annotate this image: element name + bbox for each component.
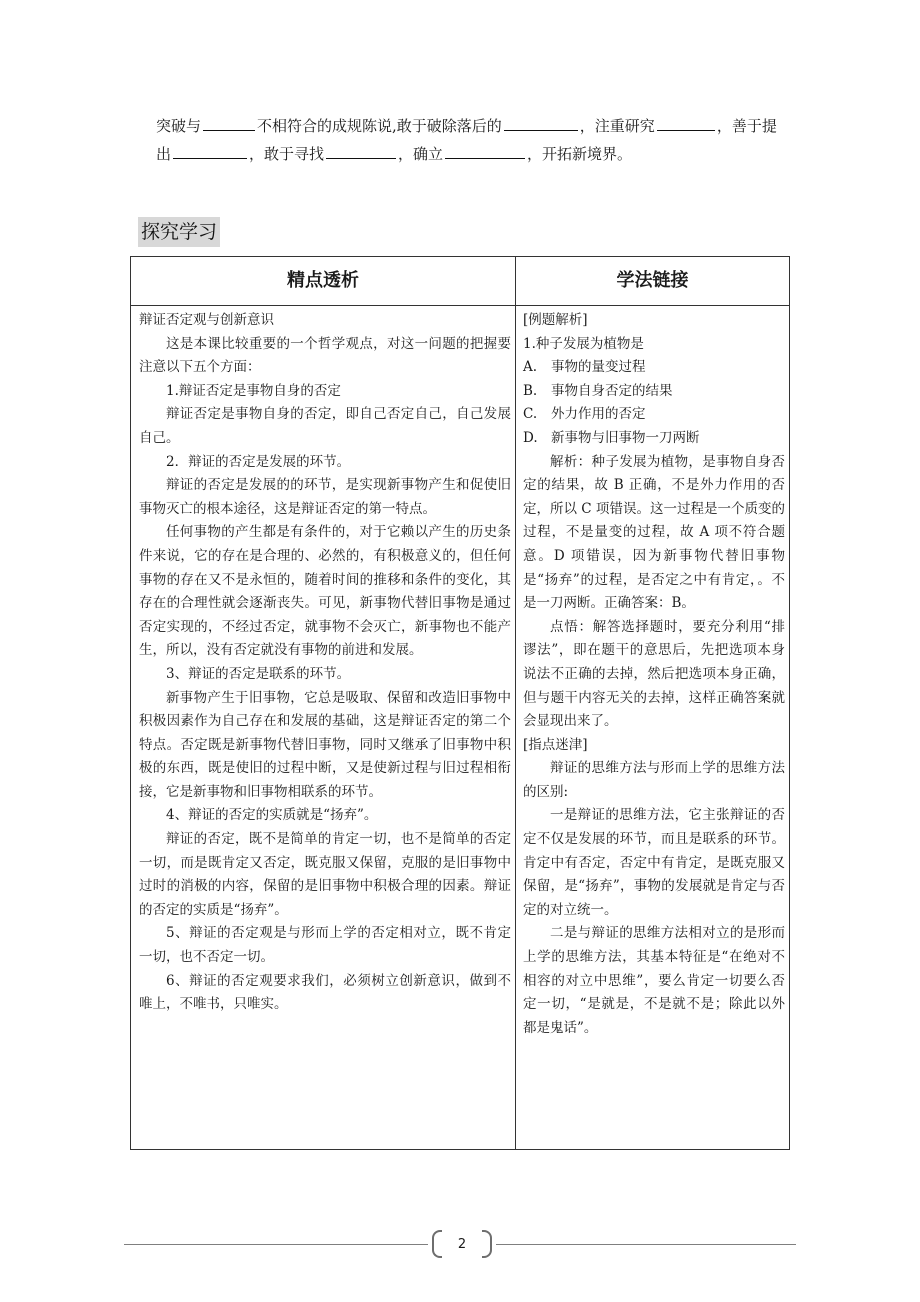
study-table xyxy=(130,256,790,1150)
section-title: 探究学习 xyxy=(138,217,220,247)
page-number-text: 2 xyxy=(457,1237,467,1252)
footer-rule-left xyxy=(124,1244,428,1245)
column-divider xyxy=(515,257,516,1149)
answer-blank xyxy=(657,112,715,131)
option-letter: D. xyxy=(523,429,538,446)
option-b xyxy=(523,380,785,404)
analysis-text: 解析：种子发展为植物，是事物自身否定的结果，故 B 正确，不是外力作用的否定，所以 C 项错误。这一过程是一个质变的过程，不是量变的过程，故 A 项不符合题意。D 项错误，因为新事物代替旧事物是“扬弃”的过程，是否定之中有肯定，。不是一刀两断。正确答案：B。 xyxy=(523,453,785,612)
intro-text: 突破与 xyxy=(156,117,202,135)
example-tag: [例题解析] xyxy=(523,312,588,328)
header-divider xyxy=(131,305,789,306)
right-column-header: 学法链接 xyxy=(616,270,689,291)
paragraph: 辩证否定是事物自身的否定，即自己否定自己，自己发展自己。 xyxy=(139,406,511,446)
question-text: 1.种子发展为植物是 xyxy=(523,335,644,352)
answer-blank xyxy=(203,112,255,131)
option-letter: A. xyxy=(523,359,538,376)
answer-blank xyxy=(173,140,247,159)
option-letter: B. xyxy=(523,382,538,399)
paragraph: 5、辩证的否定观是与形而上学的否定相对立，既不肯定一切，也不否定一切。 xyxy=(139,925,511,966)
method-links-column xyxy=(523,309,785,1040)
option-text: 事物自身否定的结果 xyxy=(551,382,673,399)
point-heading: 1.辩证否定是事物自身的否定 xyxy=(166,382,341,399)
guidance-text: 一是辩证的思维方法，它主张辩证的否定不仅是发展的环节，而且是联系的环节。肯定中有否定，否定中有肯定，是既克服又保留，是“扬弃”，事物的发展就是肯定与否定的对立统一。 xyxy=(523,807,785,918)
left-column-header: 精点透析 xyxy=(287,270,359,291)
intro-text: ，确立 xyxy=(398,145,444,163)
paragraph: 任何事物的产生都是有条件的，对于它赖以产生的历史条件来说，它的存在是合理的、必然的，有积极意义的，但任何事物的存在又不是永恒的，随着时间的推移和条件的变化，其存在的合理性就会逐渐丧失。可见，新事物代替旧事物是通过否定实现的，不经过否定，就事物不会灭亡，新事物也不能产生，所以，没有否定就没有事物的前进和发展。 xyxy=(139,524,511,659)
paragraph: 这是本课比较重要的一个哲学观点，对这一问题的把握要注意以下五个方面： xyxy=(139,335,511,376)
guidance-tag: [指点迷津] xyxy=(523,736,588,753)
fill-in-intro xyxy=(156,112,786,168)
paragraph: 辩证的否定是发展的的环节，是实现新事物产生和促使旧事物灭亡的根本途径，这是辩证否定的第一特点。 xyxy=(139,477,511,517)
guidance-text: 辩证的思维方法与形而上学的思维方法的区别: xyxy=(523,760,785,800)
option-text: 新事物与旧事物一刀两断 xyxy=(551,429,700,446)
paragraph: 新事物产生于旧事物，它总是吸取、保留和改造旧事物中积极因素作为自己存在和发展的基础，这是辩证否定的第二个特点。否定既是新事物代替旧事物，同时又继承了旧事物中积极的东西，既是使旧的过程中断，又是使新过程与旧过程相衔接，它是新事物和旧事物相联系的环节。 xyxy=(139,689,511,800)
left-brace-icon xyxy=(432,1230,442,1258)
point-heading: 2．辩证的否定是发展的环节。 xyxy=(166,453,351,470)
point-heading: 4、辩证的否定的实质就是“扬弃”。 xyxy=(166,807,378,824)
answer-blank xyxy=(504,112,578,131)
paragraph: 辩证的否定，既不是简单的肯定一切，也不是简单的否定一切，而是既肯定又否定，既克服又保留，克服的是旧事物中过时的消极的内容，保留的是旧事物中积极合理的因素。辩证的否定的实质是“扬弃”。 xyxy=(139,831,511,918)
intro-text: ，敢于寻找 xyxy=(249,145,325,163)
guidance-text: 二是与辩证的思维方法相对立的是形而上学的思维方法，其基本特征是“在绝对不相容的对立中思维”，要么肯定一切要么否定一切，“是就是，不是就不是；除此以外都是鬼话”。 xyxy=(523,925,785,1036)
right-brace-icon xyxy=(482,1230,492,1258)
intro-text: ，开拓新境界。 xyxy=(527,145,633,163)
option-text: 外力作用的否定 xyxy=(551,406,646,423)
topic-title: 辩证否定观与创新意识 xyxy=(139,312,274,328)
key-points-column xyxy=(139,309,511,1017)
paragraph: 6、辩证的否定观要求我们，必须树立创新意识，做到不唯上，不唯书，只唯实。 xyxy=(139,972,511,1013)
intro-text: 不相符合的成规陈说,敢于破除落后的 xyxy=(257,117,502,135)
option-text: 事物的量变过程 xyxy=(551,359,646,376)
footer-rule-right xyxy=(496,1244,796,1245)
answer-blank xyxy=(326,140,396,159)
option-c xyxy=(523,403,785,427)
answer-blank xyxy=(445,140,525,159)
page-number xyxy=(432,1230,492,1260)
option-d xyxy=(523,427,785,451)
intro-text: ，注重研究 xyxy=(579,117,655,135)
tip-text: 点悟：解答选择题时，要充分利用“排谬法”，即在题干的意思后，先把选项本身说法不正确的去掉，然后把选项本身正确，但与题干内容无关的去掉，这样正确答案就会显现出来了。 xyxy=(523,618,785,730)
intro-text: ，善于提出 xyxy=(156,117,777,163)
option-letter: C. xyxy=(523,406,538,423)
option-a xyxy=(523,356,785,380)
point-heading: 3、辩证的否定是联系的环节。 xyxy=(166,665,351,682)
